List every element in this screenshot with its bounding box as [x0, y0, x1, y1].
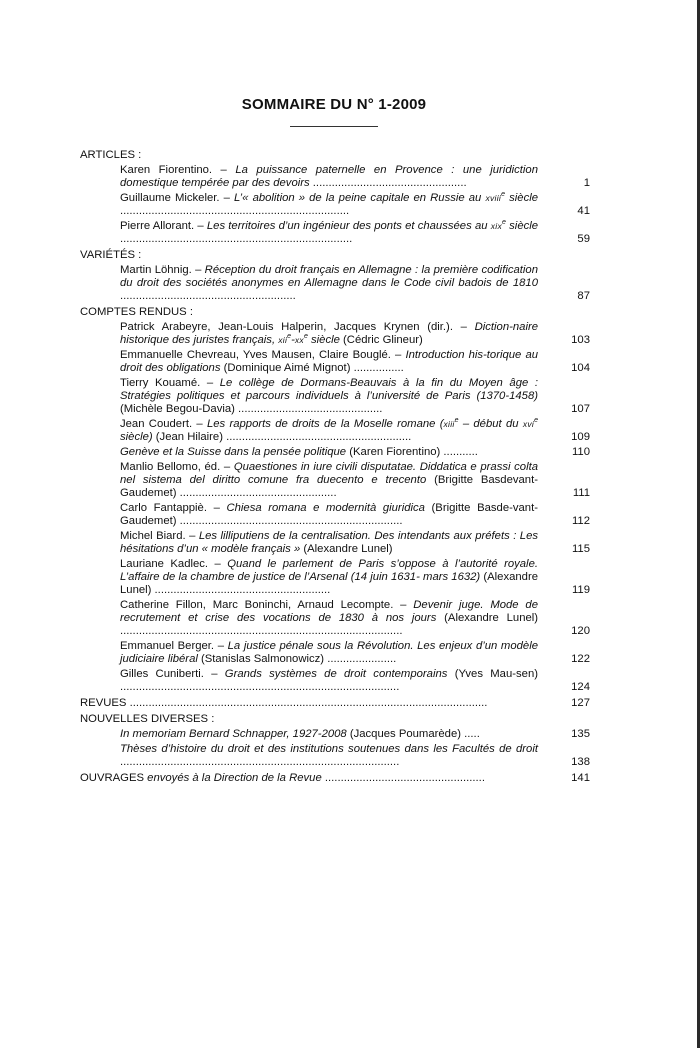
entry-title-cont: du: [505, 418, 519, 430]
entry-author: Gilles Cuniberti.: [120, 668, 204, 680]
entry-reviewer: (Jean Hilaire): [155, 431, 223, 443]
entry-title-cont: – début: [462, 418, 502, 430]
entry-title-cont: siècle: [509, 220, 539, 232]
entry-title-cont: torique au droit des obligations: [120, 349, 539, 374]
entry-page-number: 110: [571, 446, 590, 458]
entry-page-number: 127: [571, 697, 590, 709]
separator: -: [291, 334, 295, 346]
entry-author: Emmanuelle Chevreau, Yves Mausen, Claire Bouglé.: [120, 349, 391, 361]
entry-page-number: 87: [577, 290, 590, 302]
section-nouvelles-diverses: [80, 713, 592, 769]
entry-title-cont: domestique tempérée par des devoirs: [120, 177, 310, 189]
toc-entry: Gilles Cuniberti. – Grands systèmes de droit contemporains (Yves Mau-sen) ......................................................................................... 124: [120, 668, 590, 693]
entry-title-cont: préfets : Les hésitations d’un « modèle français »: [120, 530, 539, 555]
toc-entry: Catherine Fillon, Marc Boninchi, Arnaud Lecompte. – Devenir juge. Mode de recrutement et crise des vocations de 1830 à nos jours (Alexandre Lunel) .......................................................................................... 120: [120, 599, 590, 637]
entry-reviewer: (Michèle Begou-Davia): [120, 403, 235, 415]
section-revues: REVUES .................................................................................................................. 127: [80, 697, 590, 709]
entry-title: Quand le parlement de Paris s’oppose à l’autorité: [227, 558, 498, 570]
entry-page-number: 109: [571, 431, 590, 443]
entry-author: Michel Biard.: [120, 530, 186, 542]
entry-author: Tierry Kouamé.: [120, 377, 201, 389]
entry-title: Grands systèmes de droit contemporains: [224, 668, 448, 680]
entry-title: Le collège de Dormans-Beauvais à la fin du Moyen: [219, 377, 503, 389]
entry-author: Karen Fiorentino.: [120, 164, 213, 176]
entry-author: Emmanuel Berger.: [120, 640, 215, 652]
entry-page-number: 115: [571, 543, 590, 555]
entry-page-number: 119: [571, 584, 590, 596]
entry-title-cont: royale. L’affaire de la chambre de justice de l’Arsenal (14 juin 1631-: [120, 558, 538, 583]
entry-reviewer: (Brigitte Basde-: [431, 502, 513, 514]
entry-reviewer-cont: sen): [516, 668, 538, 680]
table-of-contents: [80, 146, 592, 785]
toc-entry: Manlio Bellomo, éd. – Quaestiones in iure civili disputatae. Diddatica e prassi colta nel sistema del diritto comune fra duecento e trecento (Brigitte Basdevant-Gaudemet) .................................................. 111: [120, 461, 590, 499]
entry-page-number: 1: [583, 177, 590, 189]
page-title: SOMMAIRE DU N° 1-2009: [241, 96, 427, 113]
entry-page-number: 59: [577, 233, 590, 245]
section-heading-varietes: VARIÉTÉS :: [80, 249, 142, 261]
entry-reviewer-cont: Lunel): [506, 612, 539, 624]
entry-page-number: 41: [577, 205, 590, 217]
entry-title-cont: codification du droit des sociétés anonymes en Allemagne dans le: [120, 264, 538, 289]
entry-page-number: 135: [571, 728, 590, 740]
entry-title: Chiesa romana e modernità giuridica: [226, 502, 425, 514]
entry-title: Diction-: [474, 321, 513, 333]
entry-reviewer: (Yves Mau-: [454, 668, 517, 680]
entry-page-number: 120: [571, 625, 590, 637]
entry-page-number: 141: [571, 772, 590, 784]
toc-entry: Tierry Kouamé. – Le collège de Dormans-Beauvais à la fin du Moyen âge : Stratégies politiques et parcours individuels à l’université de Paris (1370-1458) (Michèle Begou-Davia) .............................................. 107: [120, 377, 590, 415]
entry-reviewer: (Stanislas Salmonowicz): [201, 653, 325, 665]
entry-title-cont: prassi colta nel sistema del diritto comune fra duecento e trecento: [120, 461, 539, 486]
entry-title: Les territoires d’un ingénieur des ponts et chaussées: [206, 220, 472, 232]
entry-author: Guillaume Mickeler.: [120, 192, 220, 204]
toc-entry: Genève et la Suisse dans la pensée politique (Karen Fiorentino) ........... 110: [120, 446, 590, 458]
section-varietes: [80, 249, 592, 303]
entry-title: Genève et la Suisse dans la pensée politique: [120, 446, 347, 458]
toc-entry: Emmanuelle Chevreau, Yves Mausen, Claire Bouglé. – Introduction his-torique au droit des obligations (Dominique Aimé Mignot) ................ 104: [120, 349, 590, 374]
entry-title: L’« abolition » de la peine capitale en Russie au: [234, 192, 482, 204]
entry-title-cont: Code civil badois de 1810: [403, 277, 538, 289]
toc-entry: Martin Löhnig. – Réception du droit français en Allemagne : la première codification du droit des sociétés anonymes en Allemagne dans le Code civil badois de 1810 ........................................................ 87: [120, 264, 590, 302]
entry-title: La justice pénale sous la Révolution. Les enjeux: [227, 640, 473, 652]
entry-title: Réception du droit français en Allemagne : la première: [204, 264, 479, 276]
toc-entry: Jean Coudert. – Les rapports de droits de la Moselle romane (xiii$^e$ – début du xvi$^e$ siècle) (Jean Hilaire) ........................................................... 109: [120, 417, 590, 443]
entry-title: Thèses d’histoire du droit et des institutions soutenues dans les Facultés: [120, 743, 495, 755]
century-numeral: xii: [278, 335, 288, 345]
section-ouvrages: OUVRAGES envoyés à la Direction de la Revue ................................................... 141: [80, 772, 590, 784]
entry-page-number: 107: [571, 403, 590, 415]
toc-entry: Guillaume Mickeler. – L’« abolition » de la peine capitale en Russie au xviii$^e$ siècle ......................................................................... 41: [120, 191, 590, 217]
entry-title: envoyés à la Direction de la Revue: [147, 772, 322, 784]
entry-title: Quaestiones in iure civili disputatae. Diddatica e: [233, 461, 477, 473]
entry-author: Catherine Fillon, Marc Boninchi, Arnaud Lecompte.: [120, 599, 394, 611]
section-articles: [80, 149, 592, 246]
entry-title-cont: naire historique des juristes français,: [120, 321, 538, 346]
entry-reviewer: (Alexandre Lunel): [120, 571, 539, 596]
entry-page-number: 103: [571, 334, 590, 346]
entry-title-cont: Paris (1370-1458): [444, 390, 538, 402]
section-heading-articles: ARTICLES :: [80, 149, 142, 161]
entry-title-cont: de droit: [499, 743, 538, 755]
entry-author: Jean Coudert.: [120, 418, 193, 430]
entry-reviewer: (Dominique Aimé Mignot): [223, 362, 351, 374]
century-numeral: xviii: [485, 193, 502, 203]
entry-title: Les rapports de droits de la Moselle romane (: [206, 418, 444, 430]
entry-page-number: 104: [571, 362, 590, 374]
entry-reviewer: (Alexandre: [444, 612, 499, 624]
section-heading-comptes-rendus: COMPTES RENDUS :: [80, 306, 193, 318]
entry-page-number: 111: [572, 487, 590, 499]
entry-reviewer-cont: vant-Gaudemet): [120, 502, 538, 527]
entry-title: Devenir juge. Mode: [413, 599, 519, 611]
section-heading-ouvrages: OUVRAGES: [80, 772, 145, 784]
entry-reviewer: (Cédric Glineur): [343, 334, 423, 346]
entry-title-cont: d’un modèle judiciaire libéral: [120, 640, 538, 665]
entry-title-cont: au: [474, 220, 488, 232]
century-numeral: xvi: [522, 419, 535, 429]
entry-title-cont: âge : Stratégies politiques et parcours individuels à l’université de: [120, 377, 538, 402]
entry-title: In memoriam Bernard Schnapper, 1927-2008: [120, 728, 347, 740]
century-numeral: xiii: [443, 419, 455, 429]
entry-title-cont: mars 1632): [423, 571, 481, 583]
entry-author: Carlo Fantappiè.: [120, 502, 207, 514]
entry-author: Patrick Arabeyre, Jean-Louis Halperin, Jacques Krynen (dir.).: [120, 321, 453, 333]
toc-entry: Thèses d’histoire du droit et des institutions soutenues dans les Facultés de droit ......................................................................................... 138: [120, 743, 590, 768]
entry-page-number: 124: [571, 681, 590, 693]
entry-author: Pierre Allorant.: [120, 220, 195, 232]
entry-reviewer: (Karen Fiorentino): [349, 446, 441, 458]
entry-page-number: 112: [571, 515, 590, 527]
century-numeral: xix: [490, 221, 503, 231]
toc-entry: Emmanuel Berger. – La justice pénale sous la Révolution. Les enjeux d’un modèle judiciaire libéral (Stanislas Salmonowicz) ...................... 122: [120, 640, 590, 665]
section-comptes-rendus: [80, 306, 592, 694]
entry-author: Lauriane Kadlec.: [120, 558, 209, 570]
entry-title-cont: siècle: [509, 192, 539, 204]
entry-reviewer: (Jacques Poumarède): [349, 728, 461, 740]
entry-author: Manlio Bellomo, éd.: [120, 461, 221, 473]
entry-page-number: 122: [571, 653, 590, 665]
century-numeral: xx: [294, 335, 304, 345]
section-heading-nouvelles: NOUVELLES DIVERSES :: [80, 713, 215, 725]
entry-title-cont: siècle: [311, 334, 340, 346]
entry-title-cont: de recrutement et crise des vocations de 1830 à nos jours: [120, 599, 538, 624]
toc-entry: Lauriane Kadlec. – Quand le parlement de Paris s’oppose à l’autorité royale. L’affaire de la chambre de justice de l’Arsenal (14 juin 1631- mars 1632) (Alexandre Lunel) ........................................................ 119: [120, 558, 590, 596]
entry-author: Martin Löhnig.: [120, 264, 192, 276]
toc-entry: Pierre Allorant. – Les territoires d’un ingénieur des ponts et chaussées au xix$^e$ siècle .......................................................................... 59: [120, 219, 590, 245]
entry-title: Introduction his-: [405, 349, 487, 361]
entry-page-number: 138: [571, 756, 590, 768]
section-heading-revues: REVUES: [80, 697, 127, 709]
entry-reviewer: (Alexandre Lunel): [303, 543, 393, 555]
toc-entry: In memoriam Bernard Schnapper, 1927-2008 (Jacques Poumarède) ..... 135: [120, 728, 590, 740]
toc-entry: Patrick Arabeyre, Jean-Louis Halperin, Jacques Krynen (dir.). – Diction-naire historique des juristes français, $xii^e-xx^e$ siècle (Cédric Glineur) 103: [120, 321, 590, 346]
toc-entry: Michel Biard. – Les lilliputiens de la centralisation. Des intendants aux préfets : Les hésitations d’un « modèle français » (Alexandre Lunel) 115: [120, 530, 590, 555]
entry-title: Les lilliputiens de la centralisation. Des intendants aux: [198, 530, 472, 542]
entry-title: La puissance paternelle en Provence : une juridiction: [235, 164, 538, 176]
toc-entry: Carlo Fantappiè. – Chiesa romana e modernità giuridica (Brigitte Basde-vant-Gaudemet) ....................................................................... 112: [120, 502, 590, 527]
toc-entry: Karen Fiorentino. – La puissance paternelle en Provence : une juridiction domestique tempérée par des devoirs ................................................. 1: [120, 164, 590, 189]
entry-reviewer: (Brigitte Basdevant-Gaudemet): [120, 474, 538, 499]
title-rule: [290, 126, 378, 127]
entry-title-cont: siècle): [120, 431, 153, 443]
